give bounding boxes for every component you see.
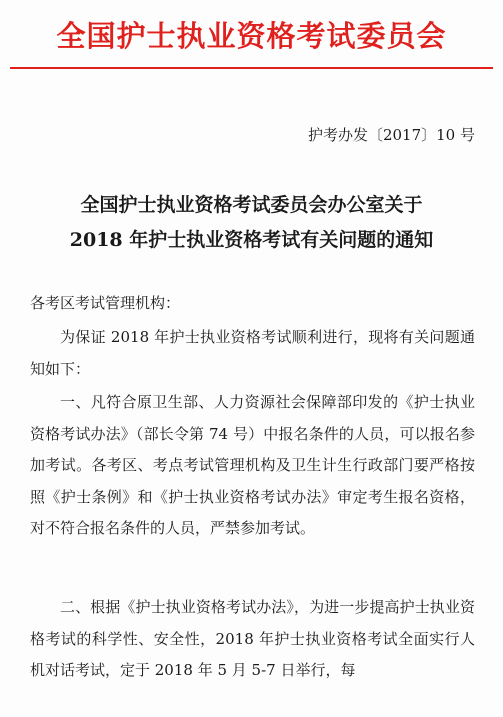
salutation: 各考区考试管理机构： xyxy=(30,294,181,312)
letterhead-red-rule xyxy=(10,67,493,69)
paragraph-item-1: 一、凡符合原卫生部、人力资源社会保障部印发的《护士执业资格考试办法》（部长令第 74 号）中报名条件的人员，可以报名参加考试。各考区、考点考试管理机构及卫生计生行政部门要严格按照《护士条例》和《护士执业资格考试办法》审定考生报名资格，对不符合报名条件的人员，严禁参加考试。 xyxy=(30,393,475,537)
paragraph-item-2: 二、根据《护士执业资格考试办法》，为进一步提高护士执业资格考试的科学性、安全性，2018 年护士执业资格考试全面实行人机对话考试，定于 2018 年 5 月 5-7 日举行，每 xyxy=(30,598,475,679)
org-letterhead: 全国护士执业资格考试委员会 xyxy=(56,19,447,53)
document-title-line-2: 2018 年护士执业资格考试有关问题的通知 xyxy=(69,229,434,251)
paragraph-intro: 为保证 2018 年护士执业资格考试顺利进行，现将有关问题通知如下： xyxy=(30,328,475,378)
document-number: 护考办发〔2017〕10 号 xyxy=(307,126,475,144)
document-title-line-1: 全国护士执业资格考试委员会办公室关于 xyxy=(80,194,423,216)
